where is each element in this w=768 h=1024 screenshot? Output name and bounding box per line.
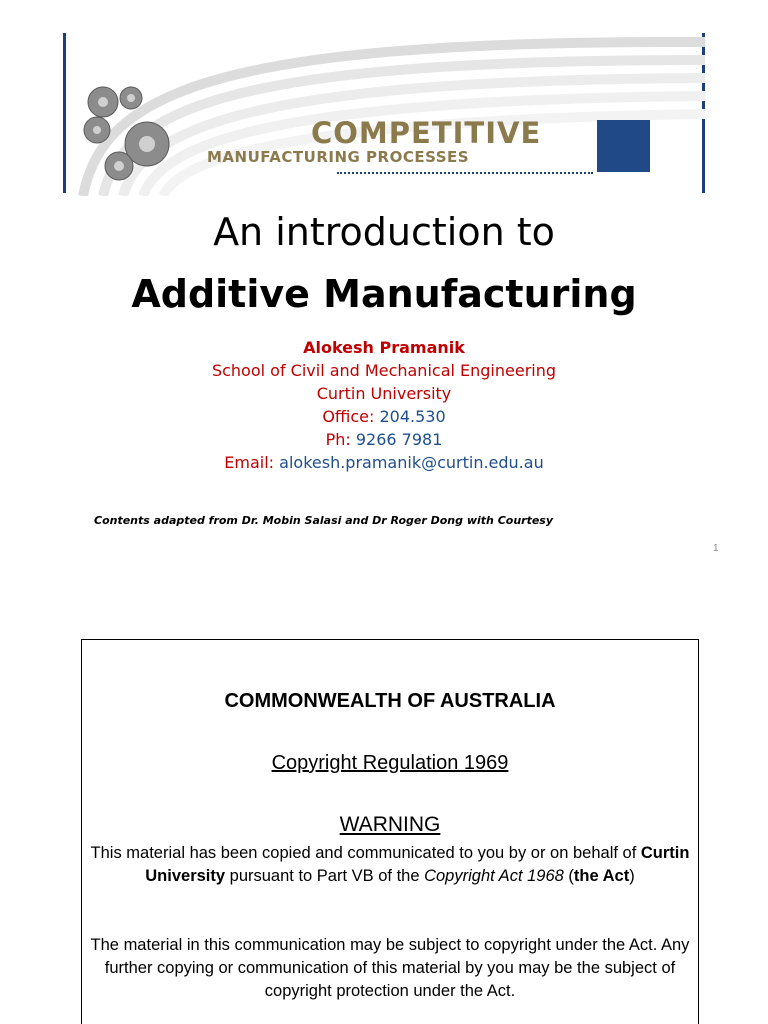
office-label: Office: (322, 407, 380, 426)
copyright-regulation: Copyright Regulation 1969 (271, 752, 509, 774)
contents-note: Contents adapted from Dr. Mobin Salasi and Dr Roger Dong with Courtesy (94, 514, 554, 527)
phone-value: 9266 7981 (355, 430, 443, 449)
author-name: Alokesh Pramanik (303, 338, 465, 357)
banner-dotted-rule (337, 172, 593, 174)
title-line-1: An introduction to (213, 210, 555, 254)
copyright-paragraph-2: The material in this communication may be subject to copyright under the Act. Any further copying or communication of this material by you may be the subject of copyright protection under the Act. (90, 936, 690, 1000)
banner-title: COMPETITIVE (311, 116, 542, 150)
author-office (0, 405, 768, 428)
banner-blue-square (597, 120, 650, 172)
gears-icon (71, 78, 181, 188)
author-school: School of Civil and Mechanical Engineering (211, 361, 557, 380)
author-phone (0, 428, 768, 451)
copyright-notice (81, 639, 699, 1024)
email-label: Email: (224, 453, 280, 472)
copyright-heading: COMMONWEALTH OF AUSTRALIA (224, 690, 556, 712)
copyright-paragraph-1: This material has been copied and communicated to you by or on behalf of Curtin University pursuant to Part VB of the Copyright Act 1968 (the Act) (90, 844, 690, 885)
author-university: Curtin University (316, 384, 452, 403)
title-line-2: Additive Manufacturing (131, 272, 637, 316)
course-banner (63, 30, 705, 196)
author-email (0, 451, 768, 474)
slide-number: 1 (713, 543, 719, 554)
banner-subtitle: MANUFACTURING PROCESSES (207, 148, 470, 166)
phone-label: Ph: (325, 430, 356, 449)
email-link[interactable]: alokesh.pramanik@curtin.edu.au (279, 453, 544, 472)
office-value: 204.530 (379, 407, 446, 426)
copyright-warning: WARNING (339, 813, 441, 836)
